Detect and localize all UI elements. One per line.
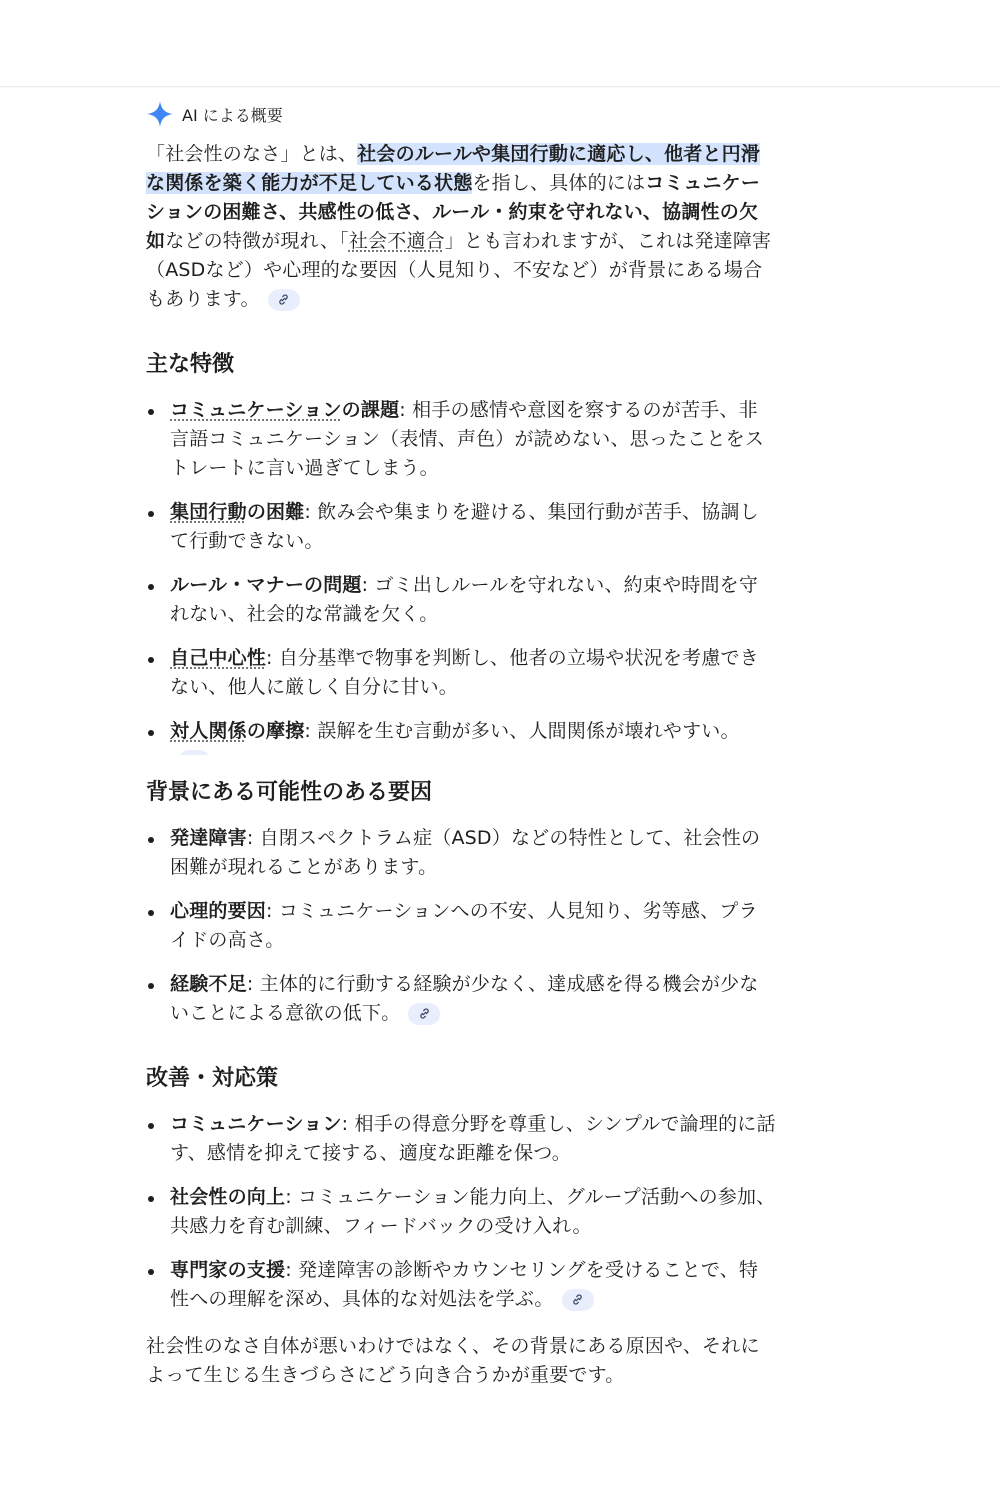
citation-link-button[interactable] [408, 1003, 440, 1025]
top-bar [0, 0, 1000, 87]
ai-overview-header [146, 96, 776, 132]
list-item: コミュニケーション: 相手の得意分野を尊重し、シンプルで論理的に話す、感情を抑えて接する、適度な距離を保つ。 [146, 1110, 776, 1168]
list-item: コミュニケーションの課題: 相手の感情や意図を察するのが苦手、非言語コミュニケーション（表情、声色）が読めない、思ったことをストレートに言い過ぎてしまう。 [146, 396, 776, 483]
intro-text-3: などの特徴が現れ、「 [165, 230, 349, 252]
term-link[interactable]: 対人関係 [170, 720, 247, 742]
section-title-causes: 背景にある可能性のある要因 [146, 780, 433, 805]
citation-link-button[interactable] [178, 750, 210, 756]
conclusion-paragraph: 社会性のなさ自体が悪いわけではなく、その背景にある原因や、それによって生じる生きづらさにどう向き合うかが重要です。 [146, 1335, 760, 1386]
intro-paragraph [146, 140, 776, 314]
term-link-social-maladjustment[interactable]: 社会不適合 [348, 230, 445, 252]
term-link[interactable]: コミュニケーション [170, 399, 342, 421]
link-icon [571, 1293, 584, 1306]
ai-overview-label: AI による概要 [182, 105, 283, 125]
link-icon [277, 293, 290, 306]
list-item: ルール・マナーの問題: ゴミ出しルールを守れない、約束や時間を守れない、社会的な常識を欠く。 [146, 571, 776, 629]
link-icon [188, 754, 201, 755]
intro-bold: コミュニケーションの困難さ、共感性の低さ、ルール・約束を守れない、協調性の欠如 [146, 172, 761, 252]
measures-list [146, 1110, 776, 1314]
ai-overview-panel [146, 96, 776, 1390]
list-item: 対人関係の摩擦: 誤解を生む言動が多い、人間関係が壊れやすい。 [146, 717, 776, 755]
section-title-features: 主な特徴 [146, 352, 235, 377]
list-item: 心理的要因: コミュニケーションへの不安、人見知り、劣等感、プライドの高さ。 [146, 897, 776, 955]
list-item: 経験不足: 主体的に行動する経験が少なく、達成感を得る機会が少ないことによる意欲の低下。 [146, 970, 776, 1028]
features-list [146, 396, 776, 755]
list-item: 自己中心性: 自分基準で物事を判断し、他者の立場や状況を考慮できない、他人に厳しく自分に甘い。 [146, 644, 776, 702]
citation-link-button[interactable] [562, 1289, 594, 1311]
list-item: 集団行動の困難: 飲み会や集まりを避ける、集団行動が苦手、協調して行動できない。 [146, 498, 776, 556]
list-item: 専門家の支援: 発達障害の診断やカウンセリングを受けることで、特性への理解を深め、具体的な対処法を学ぶ。 [146, 1256, 776, 1314]
list-item: 社会性の向上: コミュニケーション能力向上、グループ活動への参加、共感力を育む訓練、フィードバックの受け入れ。 [146, 1183, 776, 1241]
intro-text-4: 」とも言われますが、これは発達障害（ASDなど）や心理的な要因（人見知り、不安など）が背景にある場合もあります。 [146, 230, 772, 310]
intro-text-1: 「社会性のなさ」とは、 [146, 143, 358, 165]
section-title-measures: 改善・対応策 [146, 1066, 279, 1091]
term-link[interactable]: 集団行動 [170, 501, 247, 523]
term-link[interactable]: 自己中心性 [170, 647, 267, 669]
causes-list [146, 824, 776, 1028]
citation-link-button[interactable] [268, 289, 300, 311]
link-icon [418, 1007, 431, 1020]
sparkle-icon [146, 100, 174, 128]
intro-highlight: 社会のルールや集団行動に適応し、他者と円滑な関係を築く能力が不足している状態 [146, 143, 761, 194]
intro-text-2: を指し、具体的には [472, 172, 646, 194]
list-item: 発達障害: 自閉スペクトラム症（ASD）などの特性として、社会性の困難が現れることがあります。 [146, 824, 776, 882]
